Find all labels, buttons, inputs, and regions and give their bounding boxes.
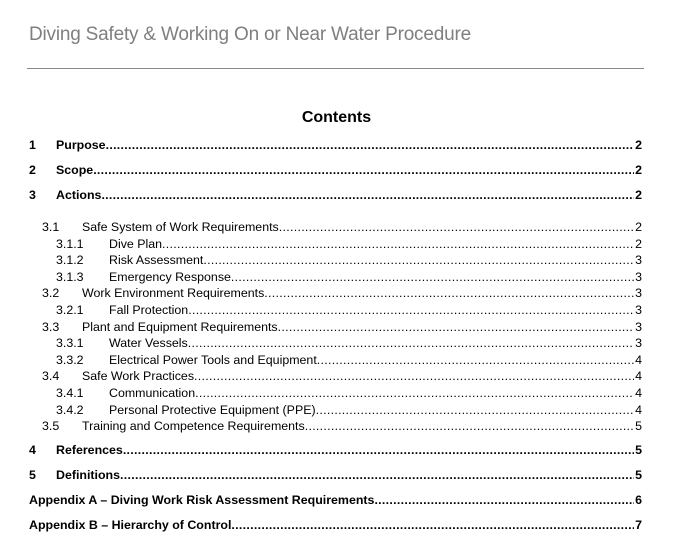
header-divider	[27, 68, 644, 69]
toc-dot-leader	[188, 335, 634, 352]
toc-entry-number: 3.3.2	[56, 352, 84, 367]
toc-dot-leader	[203, 252, 634, 269]
toc-dot-leader	[106, 137, 635, 154]
toc-entry-title: Training and Competence Requirements	[82, 419, 305, 434]
toc-entry-number: 3	[29, 188, 36, 202]
toc-entry-number: 4	[29, 442, 36, 457]
toc-entry-number: 1	[29, 138, 36, 152]
toc-entry-title: Safe Work Practices	[82, 369, 195, 384]
toc-entry-page: 4	[635, 369, 642, 384]
toc-entry-number: 2	[29, 163, 36, 177]
toc-entry-page: 5	[635, 467, 642, 482]
toc-entry-number: 3.1.3	[56, 269, 84, 284]
toc-entry-title: Work Environment Requirements	[82, 286, 265, 301]
toc-entry[interactable]	[29, 219, 642, 236]
toc-entry-number: 5	[29, 467, 36, 482]
toc-entry-number: 3.4.2	[56, 402, 84, 417]
toc-heading: Contents	[301, 109, 372, 126]
toc-dot-leader	[278, 319, 634, 336]
toc-entry[interactable]	[29, 335, 642, 352]
toc-entry-title: Dive Plan	[109, 236, 163, 251]
toc-entry-title: Communication	[109, 385, 196, 400]
toc-dot-leader	[317, 352, 634, 369]
toc-entry[interactable]	[29, 385, 642, 402]
toc-dot-leader	[101, 187, 634, 204]
toc-entry-title: References	[56, 442, 123, 457]
toc-entry[interactable]	[29, 442, 642, 467]
toc-entry-page: 2	[635, 138, 642, 152]
toc-entry[interactable]	[29, 517, 642, 542]
toc-dot-leader	[231, 269, 634, 286]
toc-entry-page: 3	[635, 286, 642, 301]
toc-entry-page: 7	[635, 517, 642, 532]
toc-entry-number: 3.1.1	[56, 236, 84, 251]
toc-entry-page: 3	[635, 269, 642, 284]
toc-entry-title: Definitions	[56, 467, 121, 482]
toc-entry-page: 3	[635, 319, 642, 334]
toc-entry[interactable]	[29, 402, 642, 419]
toc-dot-leader	[162, 236, 634, 253]
toc-entry[interactable]	[29, 269, 642, 286]
toc-entry-number: 3.4.1	[56, 385, 84, 400]
toc-entry[interactable]	[29, 285, 642, 302]
toc-entry-number: 3.5	[42, 419, 60, 434]
toc-dot-leader	[195, 385, 634, 402]
toc-entry-page: 2	[635, 163, 642, 177]
toc-entry[interactable]	[29, 467, 642, 492]
toc-entry[interactable]	[29, 352, 642, 369]
toc-entry-number: 3.2.1	[56, 302, 84, 317]
toc-entry-title: Safe System of Work Requirements	[82, 220, 279, 234]
toc-entry-page: 2	[635, 188, 642, 202]
toc-entry-page: 5	[635, 442, 642, 457]
toc-entry-number: 3.4	[42, 369, 60, 384]
toc-entry[interactable]	[29, 162, 642, 187]
toc-entry-page: 5	[635, 419, 642, 434]
toc-entry-number: 3.3	[42, 319, 60, 334]
toc-entry-title: Emergency Response	[109, 269, 231, 284]
toc-dot-leader	[93, 162, 634, 179]
toc-dot-leader	[264, 285, 634, 302]
toc-entry[interactable]	[29, 137, 642, 162]
toc-entry-title: Scope	[56, 163, 94, 177]
toc-dot-leader	[231, 517, 634, 534]
toc-entry[interactable]	[29, 319, 642, 336]
toc-entry-page: 3	[635, 253, 642, 268]
toc-dot-leader	[120, 467, 634, 484]
toc-dot-leader	[305, 418, 634, 435]
toc-entry-page: 6	[635, 492, 642, 507]
toc-entry[interactable]	[29, 368, 642, 385]
toc-entry-title: Risk Assessment	[109, 253, 204, 268]
toc-dot-leader	[123, 442, 634, 459]
toc-entry-number: 3.3.1	[56, 336, 84, 351]
toc-entry-number: 3.1.2	[56, 253, 84, 268]
toc-entry-title: Fall Protection	[109, 302, 189, 317]
toc-entry[interactable]	[29, 302, 642, 319]
toc-entry-title: Actions	[56, 188, 102, 202]
toc-dot-leader	[316, 402, 634, 419]
toc-entry-page: 2	[635, 236, 642, 251]
toc-entry-title: Plant and Equipment Requirements	[82, 319, 278, 334]
toc-entry[interactable]	[29, 187, 642, 212]
toc-entry-title: Appendix B – Hierarchy of Control	[29, 517, 232, 532]
toc-entry-title: Water Vessels	[109, 336, 188, 351]
toc-dot-leader	[279, 219, 634, 236]
toc-entry[interactable]	[29, 492, 642, 517]
toc-entry-page: 4	[635, 385, 642, 400]
toc-entry[interactable]	[29, 236, 642, 253]
toc-entry-title: Appendix A – Diving Work Risk Assessment Requirements	[29, 492, 375, 507]
toc-dot-leader	[374, 492, 634, 509]
toc-entry-number: 3.2	[42, 286, 60, 301]
toc-entry-page: 4	[635, 352, 642, 367]
toc-entry-title: Personal Protective Equipment (PPE)	[109, 402, 316, 417]
document-header-title: Diving Safety & Working On or Near Water Procedure	[29, 24, 471, 45]
toc-entry[interactable]	[29, 418, 642, 435]
toc-entry-page: 4	[635, 402, 642, 417]
toc-entry-title: Electrical Power Tools and Equipment	[109, 352, 317, 367]
toc-entry-page: 3	[635, 302, 642, 317]
toc-dot-leader	[188, 302, 634, 319]
table-of-contents	[29, 137, 642, 542]
toc-dot-leader	[194, 368, 634, 385]
toc-entry-title: Purpose	[56, 138, 106, 152]
toc-entry-page: 3	[635, 336, 642, 351]
toc-entry-number: 3.1	[42, 220, 60, 234]
toc-entry-page: 2	[635, 220, 642, 234]
toc-entry[interactable]	[29, 252, 642, 269]
